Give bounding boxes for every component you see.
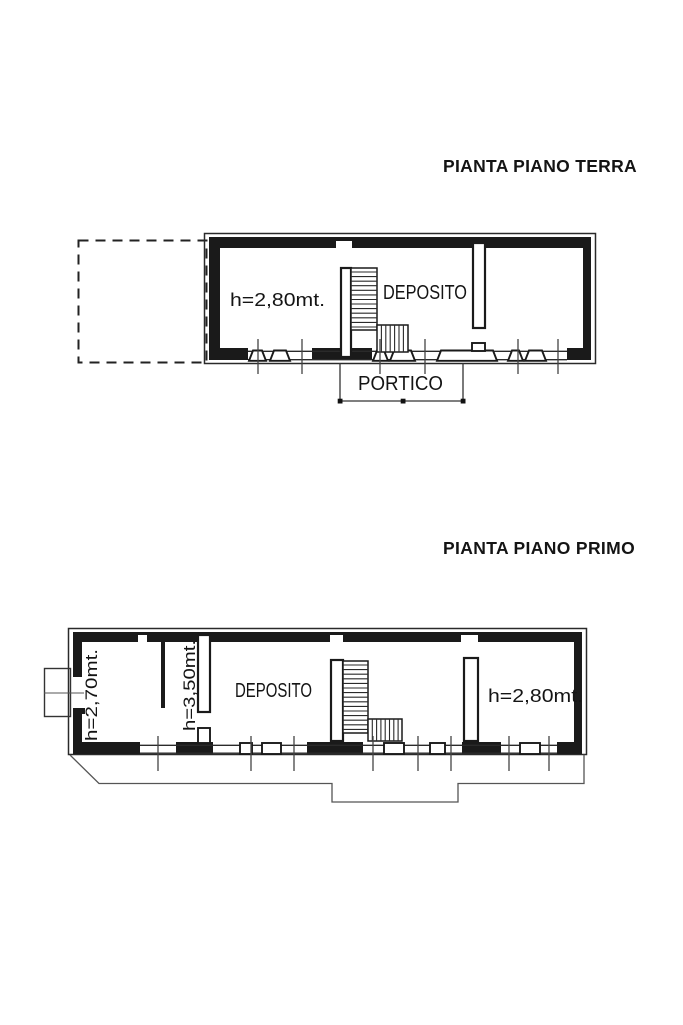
annex-dashed-outline [79, 241, 207, 363]
ground-floor-title: PIANTA PIANO TERRA [443, 156, 637, 176]
ground-floor-plan [79, 234, 596, 404]
ff-height-mid-label: h=3,50mt. [180, 654, 199, 731]
ff-floor-below-outline [70, 755, 584, 803]
ground-partition-wall [473, 243, 485, 328]
ground-height-label: h=2,80mt. [230, 290, 325, 310]
ff-partition-left [161, 640, 165, 708]
ff-partition-mid [198, 635, 210, 712]
ff-height-left-label: h=2,70mt. [82, 664, 101, 741]
ff-room-label: DEPOSITO [235, 680, 312, 702]
ff-height-right-label: h=2,80mt. [488, 686, 583, 706]
ground-top-wall-notch [336, 241, 352, 248]
ground-room-label: DEPOSITO [383, 282, 467, 304]
portico-label: PORTICO [358, 373, 443, 395]
ff-partition-right [464, 658, 478, 741]
ff-stair [331, 660, 402, 741]
first-floor-title: PIANTA PIANO PRIMO [443, 538, 635, 558]
first-floor-plan [44, 629, 587, 803]
